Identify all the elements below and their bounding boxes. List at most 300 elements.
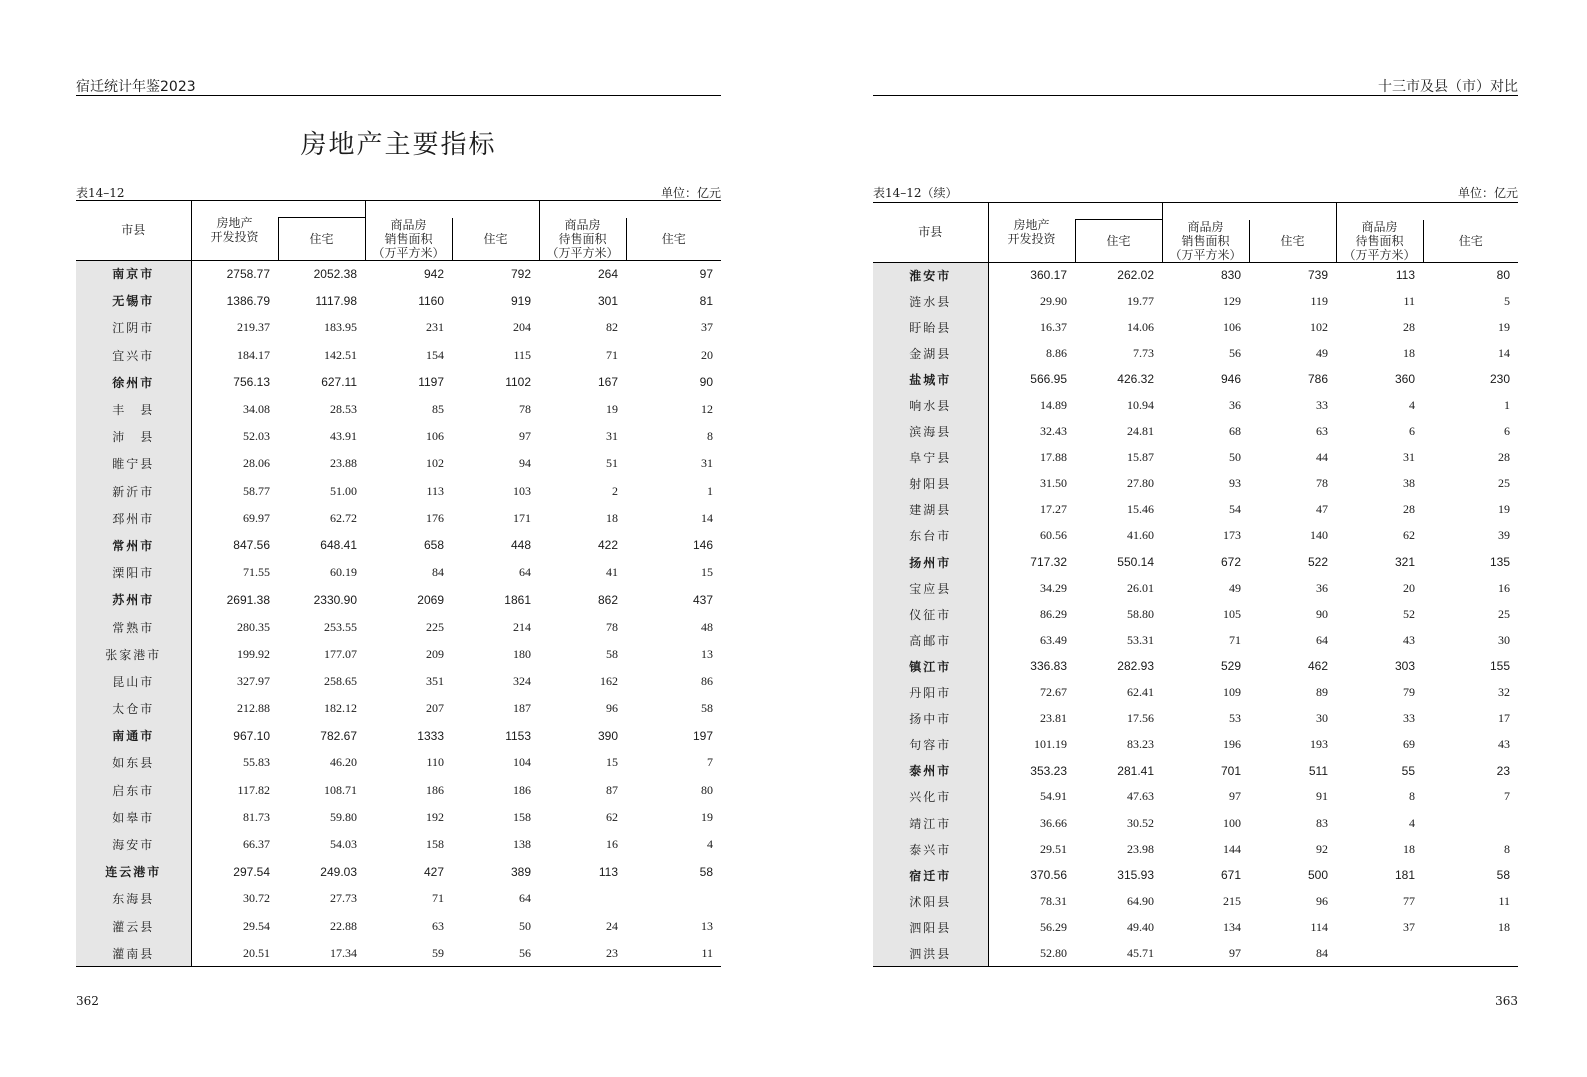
value-cell: 16.37	[1040, 319, 1067, 334]
value-cell: 7	[1504, 789, 1510, 804]
value-cell: 55.83	[243, 755, 270, 770]
value-cell: 60.56	[1040, 528, 1067, 543]
value-cell: 942	[423, 266, 444, 281]
value-cell: 54.03	[330, 837, 357, 852]
table-row	[873, 810, 1518, 836]
value-cell: 102	[1310, 319, 1328, 334]
value-cell: 46.20	[330, 755, 357, 770]
value-cell: 26.01	[1127, 580, 1154, 595]
page-title: 房地产主要指标	[300, 130, 497, 160]
value-cell: 14	[701, 510, 713, 525]
table-row	[76, 342, 721, 369]
value-cell: 27.73	[330, 891, 357, 906]
table-row	[873, 340, 1518, 366]
value-cell: 2330.90	[313, 592, 357, 607]
value-cell: 142.51	[324, 347, 357, 362]
region-name: 扬州市	[873, 549, 988, 575]
value-cell: 30	[1498, 632, 1510, 647]
section-title: 十三市及县（市）对比	[1378, 79, 1518, 95]
table-row	[873, 706, 1518, 732]
header-for-sale-area	[539, 201, 721, 218]
value-cell: 23.81	[1040, 711, 1067, 726]
value-cell: 79	[1403, 685, 1415, 700]
value-cell: 31.50	[1040, 476, 1067, 491]
header-for-sale-residential	[1423, 220, 1518, 263]
value-cell: 258.65	[324, 673, 357, 688]
value-cell: 56	[519, 945, 531, 960]
value-cell: 1160	[418, 293, 444, 308]
value-cell: 176	[426, 510, 444, 525]
value-cell: 34.08	[243, 402, 270, 417]
value-cell: 197	[692, 728, 713, 743]
table-row	[76, 668, 721, 695]
region-name: 响水县	[873, 392, 988, 418]
table-row	[76, 369, 721, 396]
value-cell: 27.80	[1127, 476, 1154, 491]
value-cell: 199.92	[237, 646, 270, 661]
value-cell: 529	[1220, 659, 1241, 674]
value-cell: 2	[612, 483, 618, 498]
value-cell: 204	[513, 320, 531, 335]
value-cell: 15.46	[1127, 502, 1154, 517]
value-cell: 8	[1504, 841, 1510, 856]
value-cell: 43	[1403, 632, 1415, 647]
value-cell: 11	[701, 945, 713, 960]
table-row	[76, 831, 721, 858]
value-cell: 50	[1229, 450, 1241, 465]
value-cell: 113	[1395, 268, 1415, 283]
value-cell: 53	[1229, 711, 1241, 726]
header-investment-spacer	[278, 201, 365, 218]
header-investment-spacer	[1075, 203, 1162, 220]
value-cell: 58	[1496, 868, 1510, 883]
value-cell: 81	[699, 293, 713, 308]
value-cell: 53.31	[1127, 632, 1154, 647]
region-name: 南通市	[76, 722, 191, 749]
value-cell: 15	[701, 565, 713, 580]
value-cell: 32	[1498, 685, 1510, 700]
value-cell: 19	[701, 809, 713, 824]
value-cell: 500	[1307, 868, 1328, 883]
value-cell: 20	[701, 347, 713, 362]
region-name: 邳州市	[76, 505, 191, 532]
value-cell: 303	[1394, 659, 1415, 674]
value-cell: 8	[1409, 789, 1415, 804]
value-cell: 4	[707, 837, 713, 852]
region-name: 建湖县	[873, 497, 988, 523]
value-cell: 327.97	[237, 673, 270, 688]
value-cell: 86.29	[1040, 606, 1067, 621]
region-name: 海安市	[76, 831, 191, 858]
value-cell: 225	[426, 619, 444, 634]
value-cell: 63.49	[1040, 632, 1067, 647]
value-cell: 29.51	[1040, 841, 1067, 856]
header-sold-area-label: 商品房 销售面积 （万平方米）	[372, 217, 445, 260]
real-estate-table-right	[873, 202, 1518, 967]
header-for-sale-residential	[626, 218, 721, 261]
value-cell: 1153	[505, 728, 531, 743]
value-cell: 97	[1229, 945, 1241, 960]
value-cell: 830	[1220, 268, 1241, 283]
value-cell: 209	[426, 646, 444, 661]
table-row	[873, 575, 1518, 601]
value-cell: 19	[606, 402, 618, 417]
value-cell: 28.06	[243, 456, 270, 471]
value-cell: 187	[513, 701, 531, 716]
header-residential-label: 住宅	[1106, 233, 1131, 248]
value-cell: 63	[432, 918, 444, 933]
value-cell: 29.90	[1040, 293, 1067, 308]
value-cell: 109	[1223, 685, 1241, 700]
value-cell: 58	[699, 864, 713, 879]
value-cell: 48	[701, 619, 713, 634]
region-name: 如皋市	[76, 804, 191, 831]
value-cell: 28.53	[330, 402, 357, 417]
region-name: 泰州市	[873, 758, 988, 784]
region-name: 镇江市	[873, 653, 988, 679]
value-cell: 15	[606, 755, 618, 770]
value-cell: 41	[606, 565, 618, 580]
table-row	[873, 471, 1518, 497]
value-cell: 44	[1316, 450, 1328, 465]
value-cell: 80	[1496, 268, 1510, 283]
value-cell: 146	[692, 538, 713, 553]
value-cell: 52.03	[243, 429, 270, 444]
value-cell: 353.23	[1030, 763, 1067, 778]
table-row	[873, 836, 1518, 862]
value-cell: 36.66	[1040, 815, 1067, 830]
value-cell: 672	[1220, 555, 1241, 570]
value-cell: 1197	[418, 375, 444, 390]
value-cell: 37	[701, 320, 713, 335]
value-cell: 658	[423, 538, 444, 553]
value-cell: 173	[1223, 528, 1241, 543]
value-cell: 78	[1316, 476, 1328, 491]
table-number: 表14–12	[76, 186, 125, 200]
table-number: 表14–12（续）	[873, 186, 958, 200]
header-investment-label: 房地产 开发投资	[1007, 218, 1056, 247]
value-cell: 8	[707, 429, 713, 444]
value-cell: 2758.77	[226, 266, 270, 281]
value-cell: 62	[606, 809, 618, 824]
value-cell: 62.41	[1127, 685, 1154, 700]
value-cell: 87	[606, 782, 618, 797]
value-cell: 43	[1498, 737, 1510, 752]
value-cell: 117.82	[237, 782, 270, 797]
value-cell: 23	[606, 945, 618, 960]
value-cell: 511	[1308, 763, 1328, 778]
value-cell: 28	[1498, 450, 1510, 465]
value-cell: 183.95	[324, 320, 357, 335]
value-cell: 1117.98	[315, 293, 357, 308]
table-row	[76, 695, 721, 722]
region-name: 沛 县	[76, 423, 191, 450]
region-name: 泰兴市	[873, 836, 988, 862]
value-cell: 13	[701, 646, 713, 661]
region-name: 江阴市	[76, 314, 191, 341]
region-name: 新沂市	[76, 478, 191, 505]
region-name: 泗洪县	[873, 940, 988, 966]
value-cell: 214	[513, 619, 531, 634]
value-cell: 28	[1403, 502, 1415, 517]
header-region	[873, 203, 988, 263]
value-cell: 58	[701, 701, 713, 716]
value-cell: 96	[606, 701, 618, 716]
value-cell: 182.12	[324, 701, 357, 716]
value-cell: 89	[1316, 685, 1328, 700]
value-cell: 17.88	[1040, 450, 1067, 465]
table-row	[873, 758, 1518, 784]
value-cell: 97	[1229, 789, 1241, 804]
value-cell: 297.54	[233, 864, 270, 879]
value-cell: 5	[1504, 293, 1510, 308]
value-cell: 92	[1316, 841, 1328, 856]
table-row	[76, 858, 721, 885]
value-cell: 2069	[417, 592, 444, 607]
table-row	[76, 641, 721, 668]
header-residential-label: 住宅	[1458, 233, 1483, 248]
yearbook-title: 宿迁统计年鉴2023	[76, 79, 196, 95]
region-name: 张家港市	[76, 641, 191, 668]
value-cell: 84	[1316, 945, 1328, 960]
region-name: 昆山市	[76, 668, 191, 695]
header-region-label: 市县	[121, 223, 146, 238]
value-cell: 36	[1229, 398, 1241, 413]
value-cell: 39	[1498, 528, 1510, 543]
value-cell: 31	[1403, 450, 1415, 465]
region-name: 灌云县	[76, 913, 191, 940]
value-cell: 230	[1489, 372, 1510, 387]
header-investment-residential	[278, 218, 365, 261]
value-cell: 249.03	[320, 864, 357, 879]
value-cell: 389	[510, 864, 531, 879]
value-cell	[1423, 810, 1518, 836]
region-name: 常熟市	[76, 613, 191, 640]
value-cell: 739	[1307, 268, 1328, 283]
left-page	[76, 0, 721, 1077]
value-cell: 69.97	[243, 510, 270, 525]
value-cell: 115	[513, 347, 531, 362]
region-name: 沭阳县	[873, 888, 988, 914]
region-name: 扬中市	[873, 706, 988, 732]
value-cell: 71.55	[243, 565, 270, 580]
value-cell: 17	[1498, 711, 1510, 726]
header-sold-area-label-cell	[365, 218, 452, 261]
header-sold-residential	[452, 218, 539, 261]
header-rule	[76, 95, 721, 96]
table-row	[76, 423, 721, 450]
value-cell: 56	[1229, 345, 1241, 360]
value-cell: 113	[598, 864, 618, 879]
table-row	[76, 478, 721, 505]
value-cell: 51	[606, 456, 618, 471]
unit-label: 单位：亿元	[1457, 186, 1518, 200]
value-cell: 80	[701, 782, 713, 797]
header-investment-residential	[1075, 220, 1162, 263]
value-cell: 24.81	[1127, 424, 1154, 439]
value-cell: 370.56	[1030, 868, 1067, 883]
value-cell: 4	[1409, 398, 1415, 413]
value-cell: 62.72	[330, 510, 357, 525]
value-cell: 264	[597, 266, 618, 281]
value-cell: 50	[519, 918, 531, 933]
region-name: 靖江市	[873, 810, 988, 836]
region-name: 宜兴市	[76, 342, 191, 369]
header-sold-area	[365, 201, 539, 218]
table-row	[873, 627, 1518, 653]
table-row	[873, 523, 1518, 549]
value-cell: 177.07	[324, 646, 357, 661]
header-investment	[191, 201, 278, 261]
value-cell: 71	[432, 891, 444, 906]
value-cell: 550.14	[1117, 555, 1154, 570]
value-cell: 84	[432, 565, 444, 580]
region-name: 丹阳市	[873, 680, 988, 706]
value-cell: 90	[699, 375, 713, 390]
value-cell: 14.06	[1127, 319, 1154, 334]
region-name: 南京市	[76, 260, 191, 287]
header-sold-area-label: 商品房 销售面积 （万平方米）	[1169, 219, 1242, 262]
region-name: 无锡市	[76, 287, 191, 314]
value-cell: 49	[1229, 580, 1241, 595]
value-cell: 103	[513, 483, 531, 498]
value-cell: 1102	[505, 375, 531, 390]
value-cell: 792	[510, 266, 531, 281]
value-cell: 58.77	[243, 483, 270, 498]
value-cell: 30.72	[243, 891, 270, 906]
value-cell: 23.98	[1127, 841, 1154, 856]
value-cell: 2052.38	[313, 266, 357, 281]
region-name: 宝应县	[873, 575, 988, 601]
table-row	[76, 586, 721, 613]
table-row	[873, 445, 1518, 471]
value-cell: 186	[513, 782, 531, 797]
value-cell: 1	[707, 483, 713, 498]
value-cell: 81.73	[243, 809, 270, 824]
value-cell: 78.31	[1040, 893, 1067, 908]
header-rule	[873, 95, 1518, 96]
value-cell: 85	[432, 402, 444, 417]
value-cell: 93	[1229, 476, 1241, 491]
table-row	[873, 784, 1518, 810]
value-cell: 847.56	[233, 538, 270, 553]
value-cell: 100	[1223, 815, 1241, 830]
value-cell: 193	[1310, 737, 1328, 752]
value-cell: 66.37	[243, 837, 270, 852]
value-cell: 140	[1310, 528, 1328, 543]
value-cell: 167	[597, 375, 618, 390]
value-cell: 786	[1307, 372, 1328, 387]
value-cell: 33	[1403, 711, 1415, 726]
table-row	[76, 450, 721, 477]
header-sold-area-label-cell	[1162, 220, 1249, 263]
value-cell: 54.91	[1040, 789, 1067, 804]
value-cell: 86	[701, 673, 713, 688]
value-cell: 104	[513, 755, 531, 770]
value-cell: 321	[1394, 555, 1415, 570]
value-cell: 2691.38	[226, 592, 270, 607]
value-cell	[1423, 940, 1518, 966]
value-cell: 94	[519, 456, 531, 471]
value-cell: 108.71	[324, 782, 357, 797]
value-cell: 41.60	[1127, 528, 1154, 543]
header-for-sale-area-label-cell	[1336, 220, 1423, 263]
header-for-sale-area-label: 商品房 待售面积 （万平方米）	[546, 217, 619, 260]
header-region-label: 市县	[918, 225, 943, 240]
value-cell: 671	[1220, 868, 1241, 883]
value-cell: 72.67	[1040, 685, 1067, 700]
value-cell: 212.88	[237, 701, 270, 716]
value-cell: 360.17	[1030, 268, 1067, 283]
value-cell	[1336, 940, 1423, 966]
value-cell: 181	[1394, 868, 1415, 883]
region-name: 东台市	[873, 523, 988, 549]
value-cell: 627.11	[321, 375, 357, 390]
value-cell: 106	[1223, 319, 1241, 334]
value-cell: 51.00	[330, 483, 357, 498]
value-cell: 437	[692, 592, 713, 607]
table-row	[873, 288, 1518, 314]
value-cell: 97	[699, 266, 713, 281]
value-cell: 155	[1489, 659, 1510, 674]
value-cell: 102	[426, 456, 444, 471]
region-name: 句容市	[873, 732, 988, 758]
value-cell: 756.13	[233, 375, 270, 390]
unit-label: 单位：亿元	[660, 186, 721, 200]
region-name: 溧阳市	[76, 559, 191, 586]
right-page	[873, 0, 1518, 1077]
value-cell: 20.51	[243, 945, 270, 960]
value-cell: 56.29	[1040, 919, 1067, 934]
value-cell: 106	[426, 429, 444, 444]
value-cell: 390	[597, 728, 618, 743]
value-cell: 55	[1401, 763, 1415, 778]
region-name: 丰 县	[76, 396, 191, 423]
value-cell: 17.34	[330, 945, 357, 960]
region-name: 淮安市	[873, 262, 988, 288]
table-row	[76, 613, 721, 640]
value-cell: 20	[1403, 580, 1415, 595]
value-cell: 69	[1403, 737, 1415, 752]
value-cell: 10.94	[1127, 398, 1154, 413]
value-cell: 448	[510, 538, 531, 553]
region-name: 睢宁县	[76, 450, 191, 477]
table-row	[873, 862, 1518, 888]
value-cell: 171	[513, 510, 531, 525]
value-cell: 82	[606, 320, 618, 335]
value-cell: 426.32	[1117, 372, 1154, 387]
header-investment	[988, 203, 1075, 263]
value-cell: 862	[597, 592, 618, 607]
table-row	[873, 392, 1518, 418]
value-cell: 23.88	[330, 456, 357, 471]
value-cell: 18	[1498, 919, 1510, 934]
value-cell: 648.41	[320, 538, 357, 553]
value-cell: 78	[606, 619, 618, 634]
value-cell: 59.80	[330, 809, 357, 824]
value-cell: 946	[1220, 372, 1241, 387]
table-row	[76, 396, 721, 423]
value-cell: 919	[510, 293, 531, 308]
value-cell: 96	[1316, 893, 1328, 908]
value-cell: 34.29	[1040, 580, 1067, 595]
value-cell: 91	[1316, 789, 1328, 804]
value-cell: 77	[1403, 893, 1415, 908]
value-cell: 336.83	[1030, 659, 1067, 674]
value-cell: 31	[606, 429, 618, 444]
page-number: 362	[76, 994, 99, 1008]
header-for-sale-area-label: 商品房 待售面积 （万平方米）	[1343, 219, 1416, 262]
